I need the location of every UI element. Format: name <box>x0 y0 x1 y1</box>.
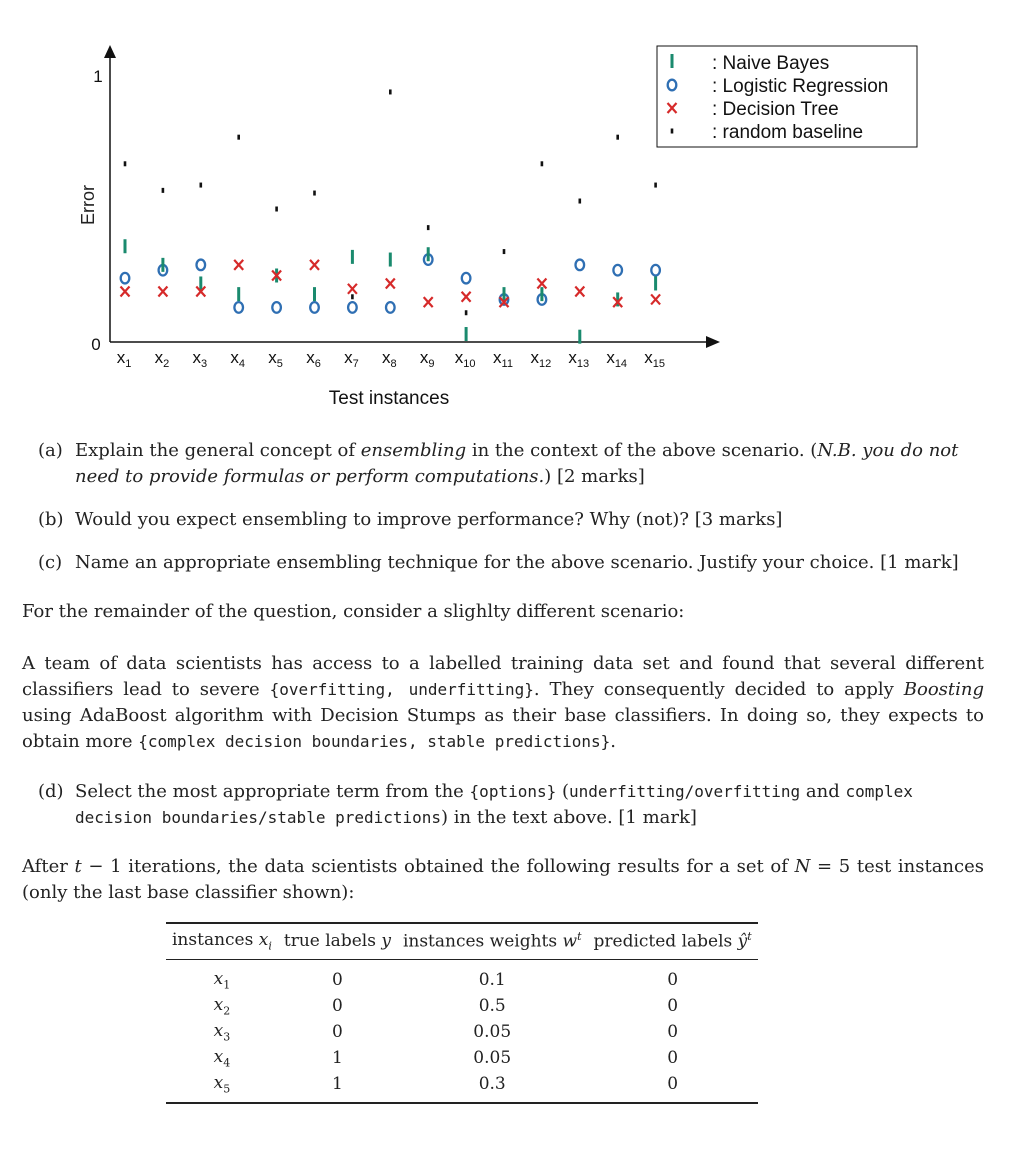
x-tick-label: $x_1$ <box>116 348 132 370</box>
x-tick-label: $x_{13}$ <box>568 348 590 370</box>
header-true-labels: true labels y <box>278 923 397 960</box>
x-tick-label: $x_5$ <box>268 348 283 370</box>
question-d-label: (d) <box>38 781 64 802</box>
point-logistic-regression <box>310 302 319 313</box>
point-logistic-regression <box>386 302 395 313</box>
legend-label-logistic-regression: : Logistic Regression <box>712 76 889 97</box>
point-logistic-regression <box>197 260 206 271</box>
question-c <box>38 550 988 576</box>
y-axis-arrow-icon <box>104 45 116 58</box>
x-tick-label: $x_{11}$ <box>493 348 513 370</box>
x-tick-label: $x_2$ <box>154 348 170 370</box>
remainder-text: For the remainder of the question, consider a slighlty different scenario: <box>22 601 685 622</box>
error-scatter-chart <box>0 0 1022 420</box>
legend-label-random-baseline: : random baseline <box>712 122 864 143</box>
header-instance-weights: instances weights $w^t$ <box>397 923 588 960</box>
question-a: (a) Explain the general concept of ensembling in the context of the above scenario. (N.B. you do not need to provide formulas or perform computations.) [2 marks] <box>38 440 959 487</box>
point-logistic-regression <box>462 273 471 284</box>
point-decision-tree <box>121 286 130 296</box>
x-tick-label: $x_8$ <box>381 348 397 370</box>
point-decision-tree <box>575 286 584 296</box>
legend <box>657 46 917 147</box>
point-decision-tree <box>310 260 319 270</box>
table-header-row <box>166 923 758 960</box>
point-decision-tree <box>462 292 471 302</box>
header-predicted-labels: predicted labels $ŷ^t$ <box>588 923 758 960</box>
x-tick-label: $x_9$ <box>419 348 435 370</box>
point-logistic-regression <box>651 265 660 276</box>
point-decision-tree <box>158 286 167 296</box>
x-axis-arrow-icon <box>706 336 720 348</box>
point-decision-tree <box>234 260 243 270</box>
question-c-text: Name an appropriate ensembling technique for the above scenario. Justify your choice. [1 mark] <box>75 552 959 573</box>
x-tick-label: $x_{15}$ <box>644 348 665 370</box>
x-tick-label: $x_4$ <box>230 348 246 370</box>
legend-label-naive-bayes: : Naive Bayes <box>712 53 830 74</box>
results-table <box>166 922 758 1104</box>
point-decision-tree <box>651 294 660 304</box>
question-d: (d) Select the most appropriate term from the {options} (underfitting/overfitting and complex decision boundaries/stable predictions) in the text above. [1 mark] <box>38 781 913 828</box>
point-logistic-regression <box>121 273 130 284</box>
question-b-label: (b) <box>38 509 64 530</box>
point-decision-tree <box>424 297 433 307</box>
header-instances: instances $x_i$ <box>166 923 278 960</box>
point-logistic-regression <box>272 302 281 313</box>
y-axis-label: Error <box>78 185 98 225</box>
after-iterations-text: After t − 1 iterations, the data scientists obtained the following results for a set of N = 5 test instances (only the last base classifier shown): <box>22 856 984 903</box>
question-a-label: (a) <box>38 440 63 461</box>
x-tick-label: $x_6$ <box>306 348 321 370</box>
x-tick-label: $x_{12}$ <box>530 348 552 370</box>
question-b-text: Would you expect ensembling to improve performance? Why (not)? [3 marks] <box>75 509 783 530</box>
table-row: $x_1$ 0 0.1 0 <box>213 969 679 992</box>
x-tick-label: $x_{14}$ <box>606 348 628 370</box>
question-b <box>38 507 988 533</box>
legend-label-decision-tree: : Decision Tree <box>712 99 839 120</box>
scenario-paragraph: A team of data scientists has access to a labelled training data set and found that several different classifiers lead to severe {overfitting, underfitting}. They consequently decided to apply Boosting using AdaBoost algorithm with Decision Stumps as their base classifiers. In doing so, they expects to obtain more {complex decision boundaries, stable predictions}. <box>22 653 984 752</box>
x-tick-label: $x_{10}$ <box>454 348 476 370</box>
question-c-label: (c) <box>38 552 63 573</box>
point-logistic-regression <box>613 265 622 276</box>
x-axis-label: Test instances <box>328 388 450 409</box>
table-row: $x_3$ 0 0.05 0 <box>213 1021 679 1044</box>
point-decision-tree <box>386 278 395 288</box>
point-decision-tree <box>348 284 357 294</box>
table-row: $x_2$ 0 0.5 0 <box>213 995 679 1018</box>
x-tick-label: $x_3$ <box>192 348 208 370</box>
point-logistic-regression <box>234 302 243 313</box>
point-logistic-regression <box>576 260 585 271</box>
y-tick-label: 0 <box>91 335 101 354</box>
y-tick-label: 1 <box>93 67 103 86</box>
point-decision-tree <box>537 278 546 288</box>
point-logistic-regression <box>348 302 357 313</box>
x-tick-label: $x_7$ <box>344 348 359 370</box>
table-row: $x_5$ 1 0.3 0 <box>166 1071 758 1103</box>
table-row: $x_4$ 1 0.05 0 <box>213 1047 679 1070</box>
